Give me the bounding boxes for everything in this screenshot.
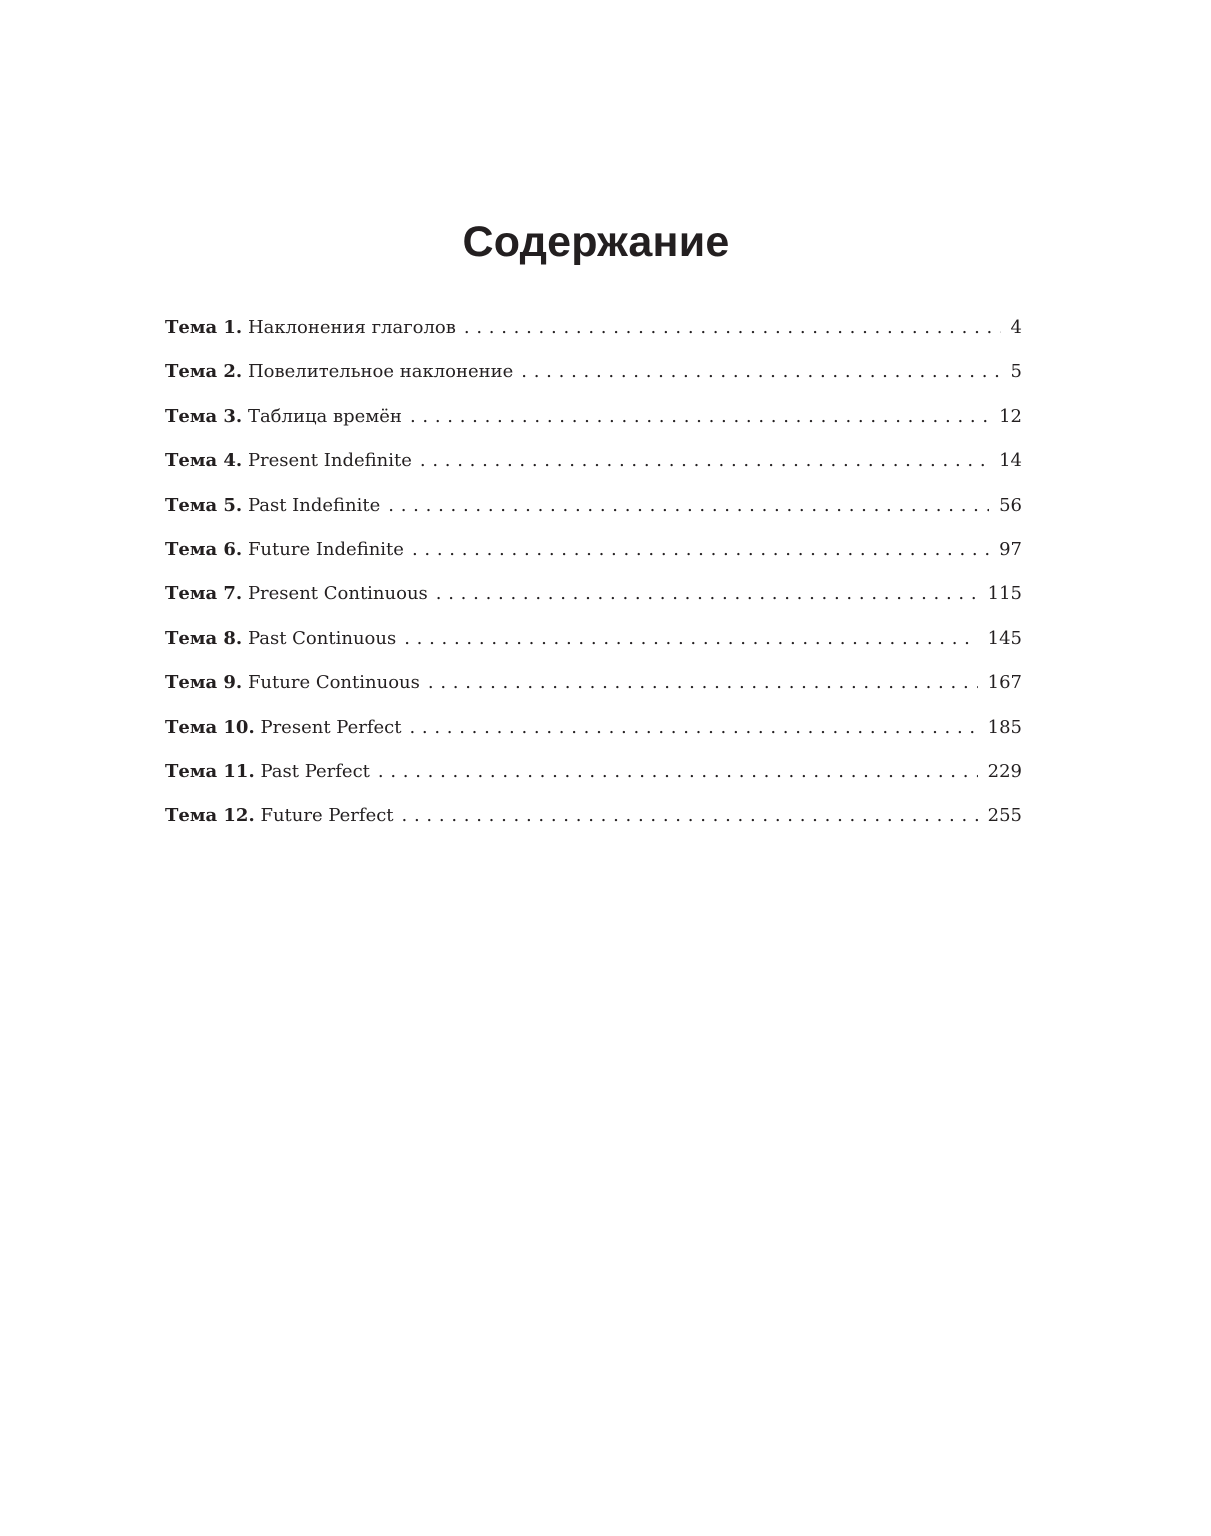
toc-entry-title: Future Perfect — [260, 805, 394, 827]
toc-entry-number: Тема 10. — [165, 716, 255, 738]
toc-entry-title: Наклонения глаголов — [247, 317, 456, 338]
toc-entry — [165, 395, 1022, 439]
dot-leader — [420, 439, 989, 483]
toc-entry-number: Тема 9. — [165, 672, 243, 694]
toc-entry-label — [165, 350, 521, 394]
toc-entry-number: Тема 1. — [165, 317, 243, 338]
toc-entry-title: Future Indefinite — [247, 538, 404, 560]
toc-entry-title: Past Continuous — [247, 627, 397, 649]
dot-leader — [412, 528, 989, 572]
toc-entry-title: Future Continuous — [247, 672, 420, 694]
toc-entry — [165, 661, 1022, 705]
dot-leader — [404, 617, 977, 661]
toc-entry-page: 115 — [987, 583, 1022, 605]
toc-entry — [165, 484, 1022, 528]
toc-entry-label — [165, 661, 428, 705]
toc-entry-number: Тема 11. — [165, 760, 255, 782]
dot-leader — [521, 350, 1000, 394]
toc-entry-label — [165, 528, 412, 572]
dot-leader — [464, 306, 1001, 350]
toc-entry-page: 167 — [987, 672, 1022, 694]
toc-entry-number: Тема 4. — [165, 450, 243, 472]
toc-entry-title: Past Indefinite — [247, 494, 381, 516]
toc-entry-number: Тема 5. — [165, 494, 243, 516]
toc-entry-label — [165, 706, 409, 750]
toc-entry — [165, 528, 1022, 572]
toc-entry-number: Тема 3. — [165, 405, 243, 427]
toc-entry-title: Past Perfect — [260, 760, 370, 782]
toc-entry — [165, 439, 1022, 483]
toc-entry — [165, 706, 1022, 750]
toc-entry-page: 14 — [999, 450, 1022, 472]
dot-leader — [410, 395, 989, 439]
toc-entry-label — [165, 750, 378, 794]
toc-entry-label — [165, 395, 410, 439]
toc-entry-number: Тема 2. — [165, 361, 243, 383]
toc-entry — [165, 572, 1022, 616]
toc-entry — [165, 750, 1022, 794]
toc-entry-title: Present Indefinite — [247, 450, 412, 472]
toc-entry-label — [165, 572, 436, 616]
toc-entry-label — [165, 617, 404, 661]
toc-entry-page: 97 — [999, 538, 1022, 560]
dot-leader — [402, 794, 978, 838]
page-title: Содержание — [462, 218, 730, 266]
toc-entry-page: 12 — [999, 405, 1022, 427]
toc-entry — [165, 617, 1022, 661]
toc-entry-label — [165, 439, 420, 483]
toc-entry-number: Тема 7. — [165, 583, 243, 605]
toc-entry-page: 4 — [1010, 317, 1022, 338]
toc-entry-title: Present Continuous — [247, 583, 428, 605]
toc-entry-page: 255 — [987, 805, 1022, 827]
toc-entry-page: 229 — [987, 760, 1022, 782]
toc-entry — [165, 350, 1022, 394]
toc-entry-label — [165, 794, 402, 838]
dot-leader — [378, 750, 978, 794]
toc-entry-label — [165, 306, 464, 350]
toc-entry-number: Тема 8. — [165, 627, 243, 649]
toc-entry — [165, 306, 1022, 350]
dot-leader — [388, 484, 989, 528]
toc-entry-number: Тема 12. — [165, 805, 255, 827]
dot-leader — [409, 706, 977, 750]
dot-leader — [436, 572, 978, 616]
toc-entry-page: 145 — [987, 627, 1022, 649]
toc-entry-number: Тема 6. — [165, 538, 243, 560]
table-of-contents — [165, 306, 1022, 839]
dot-leader — [428, 661, 978, 705]
toc-entry — [165, 794, 1022, 838]
toc-entry-page: 185 — [987, 716, 1022, 738]
toc-entry-page: 56 — [999, 494, 1022, 516]
toc-entry-page: 5 — [1010, 361, 1022, 383]
toc-entry-title: Таблица времён — [247, 405, 402, 427]
toc-entry-title: Present Perfect — [260, 716, 402, 738]
toc-entry-title: Повелительное наклонение — [247, 361, 514, 383]
toc-entry-label — [165, 484, 388, 528]
